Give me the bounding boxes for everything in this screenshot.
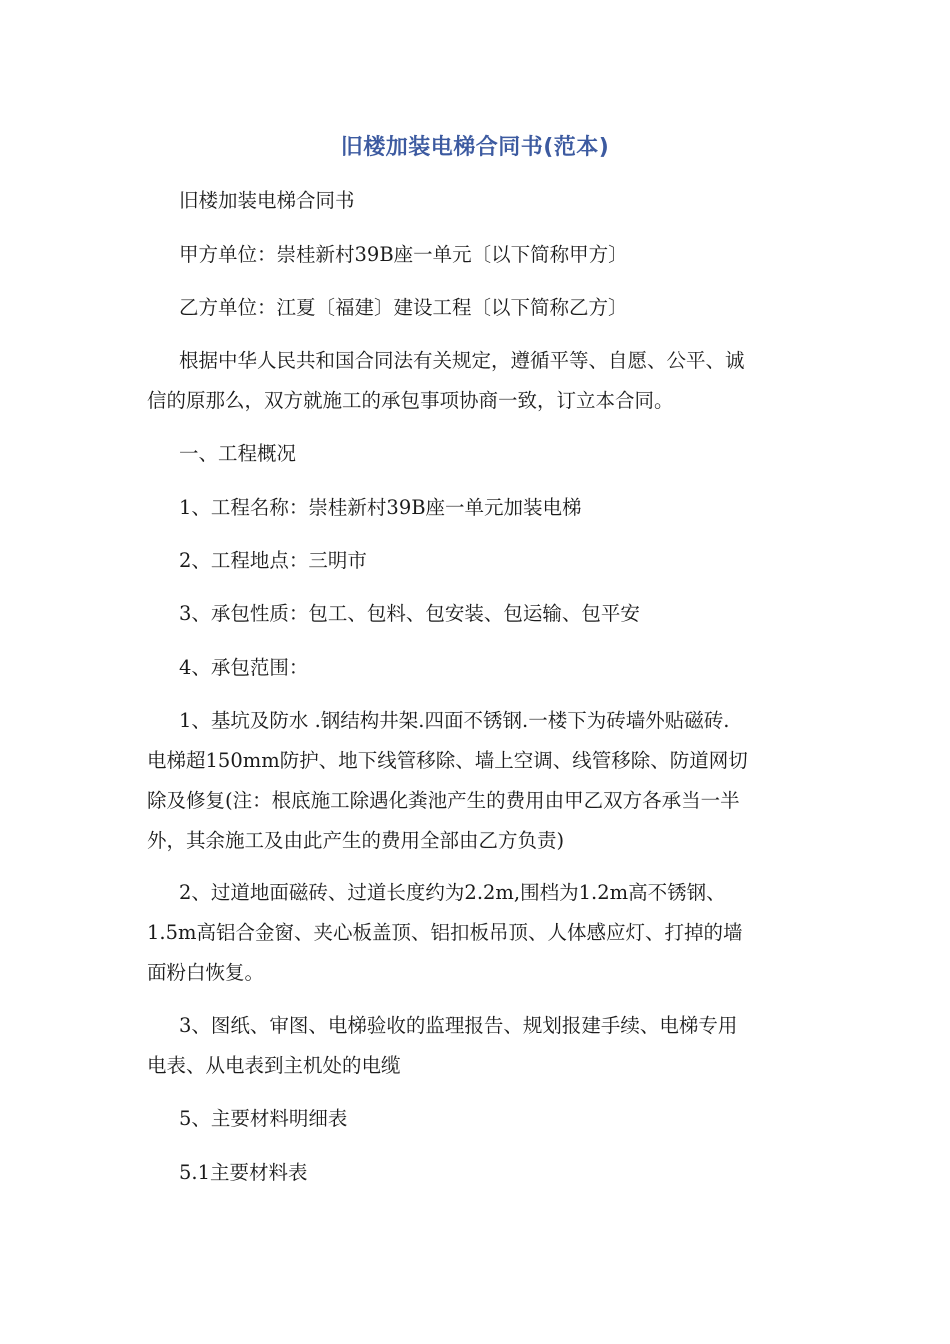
party-b-paragraph: 乙方单位：江夏〔福建〕建设工程〔以下简称乙方〕 <box>179 296 628 319</box>
intro-paragraph <box>147 345 807 417</box>
project-name-item: 1、工程名称：崇桂新村39B座一单元加装电梯 <box>179 496 582 519</box>
section-5-heading: 5、主要材料明细表 <box>179 1107 348 1130</box>
scope-item-2-line: 2、过道地面磁砖、过道长度约为2.2m,围档为1.2m高不锈钢、 <box>179 881 726 904</box>
section-1-heading: 一、工程概况 <box>179 442 297 465</box>
intro-line: 信的原那么，双方就施工的承包事项协商一致，订立本合同。 <box>147 389 674 412</box>
document-title: 旧楼加装电梯合同书(范本) <box>340 135 610 160</box>
section-5-1-heading: 5.1主要材料表 <box>179 1161 308 1184</box>
scope-item-1-line: 电梯超150mm防护、地下线管移除、墙上空调、线管移除、防道网切 <box>147 749 748 772</box>
project-location-item: 2、工程地点：三明市 <box>179 549 367 572</box>
contract-name-paragraph: 旧楼加装电梯合同书 <box>179 189 355 212</box>
scope-item-2-line: 1.5m高铝合金窗、夹心板盖顶、铝扣板吊顶、人体感应灯、打掉的墙 <box>147 921 743 944</box>
scope-item-3-paragraph <box>147 1010 807 1082</box>
scope-item-1-line: 除及修复(注：根底施工除遇化粪池产生的费用由甲乙双方各承当一半 <box>147 789 740 812</box>
scope-item-2-paragraph <box>147 877 807 989</box>
scope-item-3-line: 3、图纸、审图、电梯验收的监理报告、规划报建手续、电梯专用 <box>179 1014 738 1037</box>
scope-item-1-line: 外，其余施工及由此产生的费用全部由乙方负责) <box>147 829 565 852</box>
party-a-paragraph: 甲方单位：崇桂新村39B座一单元〔以下简称甲方〕 <box>179 243 628 266</box>
contract-nature-item: 3、承包性质：包工、包料、包安装、包运输、包平安 <box>179 602 640 625</box>
intro-line: 根据中华人民共和国合同法有关规定，遵循平等、自愿、公平、诚 <box>179 349 745 372</box>
scope-item-3-line: 电表、从电表到主机处的电缆 <box>147 1054 401 1077</box>
scope-item-1-paragraph <box>147 705 807 857</box>
scope-item-1-line: 1、基坑及防水 .钢结构井架.四面不锈钢.一楼下为砖墙外贴磁砖. <box>179 709 730 732</box>
contract-scope-item: 4、承包范围： <box>179 656 309 679</box>
scope-item-2-line: 面粉白恢复。 <box>147 961 265 984</box>
